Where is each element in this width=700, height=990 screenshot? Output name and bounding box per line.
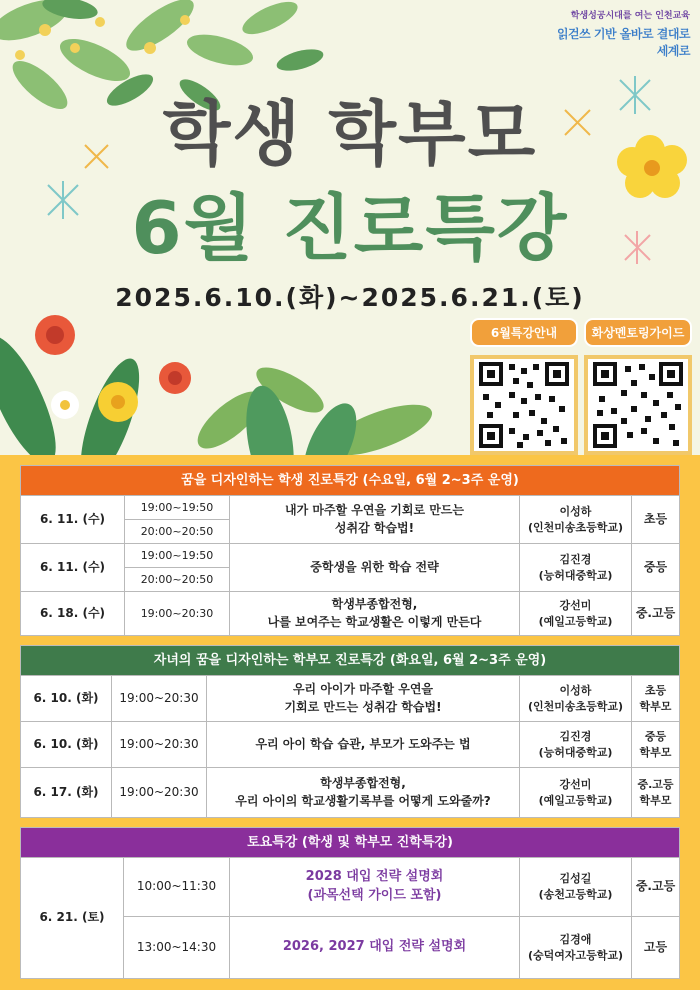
- student-lecture-table: [20, 465, 680, 636]
- lecture-title: 중학생을 위한 학습 전략: [229, 544, 519, 591]
- time-cell: 10:00~11:30: [136, 879, 217, 894]
- date-cell: 6. 17. (화): [33, 784, 99, 799]
- lecture-title: 학생부종합전형, 우리 아이의 학교생활기록부를 어떻게 도와줄까?: [206, 768, 519, 817]
- brand-line1: 학생성공시대를 여는 인천교육: [570, 11, 690, 21]
- parent-lecture-header: 자녀의 꿈을 디자인하는 학부모 진로특강 (화요일, 6월 2~3주 운영): [21, 646, 679, 675]
- target-cell: 초등 학부모: [631, 676, 679, 721]
- time-slot: 20:00~20:50: [125, 519, 229, 543]
- table-row: [21, 675, 679, 721]
- saturday-lecture-header: 토요특강 (학생 및 학부모 진학특강): [21, 828, 679, 857]
- qr-guide-label: 6월특강안내: [470, 318, 578, 347]
- speaker-cell: 강선미 (예일고등학교): [519, 592, 631, 635]
- date-range: 2025.6.10.(화)~2025.6.21.(토): [115, 283, 585, 312]
- time-slot: 19:00~19:50: [140, 500, 214, 514]
- qr-mentoring[interactable]: [584, 318, 692, 455]
- brand-logo: [550, 8, 690, 59]
- target-cell: 초등: [631, 496, 679, 543]
- table-row: [21, 721, 679, 767]
- target-cell: 고등: [631, 917, 679, 978]
- date-cell: 6. 18. (수): [39, 605, 106, 620]
- target-cell: 중등 학부모: [631, 722, 679, 767]
- lecture-title: 우리 아이 학습 습관, 부모가 도와주는 법: [206, 722, 519, 767]
- parent-lecture-table: [20, 645, 680, 818]
- speaker-cell: 김경애 (숭덕여자고등학교): [519, 917, 631, 978]
- table-row: [124, 916, 679, 978]
- speaker-cell: 김진경 (능허대중학교): [519, 722, 631, 767]
- qr-code-icon[interactable]: [470, 355, 578, 455]
- table-row: [21, 591, 679, 635]
- lecture-title: 우리 아이가 마주할 우연을 기회로 만드는 성취감 학습법!: [206, 676, 519, 721]
- time-slot: 19:00~20:30: [140, 606, 214, 620]
- target-cell: 중등: [631, 544, 679, 591]
- time-cell: 19:00~20:30: [111, 768, 206, 817]
- date-cell: 6. 11. (수): [39, 511, 106, 526]
- table-row: [21, 543, 679, 591]
- target-cell: 중.고등: [631, 858, 679, 916]
- table-row: [21, 495, 679, 543]
- lecture-title: 2026, 2027 대입 전략 설명회: [229, 917, 519, 978]
- brand-line2: 읽걷쓰 기반 올바로 결대로 세계로: [556, 27, 690, 58]
- lecture-title: 내가 마주할 우연을 기회로 만드는 성취감 학습법!: [229, 496, 519, 543]
- date-cell: 6. 10. (화): [33, 690, 99, 705]
- speaker-cell: 김성길 (송천고등학교): [519, 858, 631, 916]
- saturday-lecture-table: [20, 827, 680, 979]
- date-cell: 6. 21. (토): [39, 910, 105, 925]
- table-row: [21, 767, 679, 817]
- time-cell: 19:00~20:30: [111, 676, 206, 721]
- qr-code-icon[interactable]: [584, 355, 692, 455]
- speaker-cell: 이성하 (인천미송초등학교): [519, 496, 631, 543]
- qr-mentoring-label: 화상멘토링가이드: [584, 318, 692, 347]
- title-line2: 6월 진로특강: [131, 186, 569, 270]
- target-cell: 중.고등: [631, 592, 679, 635]
- qr-guide[interactable]: [470, 318, 578, 455]
- speaker-cell: 이성하 (인천미송초등학교): [519, 676, 631, 721]
- saturday-rows: [123, 858, 679, 978]
- date-cell: 6. 11. (수): [39, 559, 106, 574]
- time-slot: 20:00~20:50: [125, 567, 229, 591]
- student-lecture-header: 꿈을 디자인하는 학생 진로특강 (수요일, 6월 2~3주 운영): [21, 466, 679, 495]
- target-cell: 중.고등 학부모: [631, 768, 679, 817]
- title-line1: 학생 학부모: [162, 93, 538, 175]
- lecture-title: 2028 대입 전략 설명회 (과목선택 가이드 포함): [229, 858, 519, 916]
- time-cell: [124, 496, 229, 543]
- date-cell: 6. 10. (화): [33, 736, 99, 751]
- time-cell: 19:00~20:30: [111, 722, 206, 767]
- table-row: [124, 858, 679, 916]
- time-cell: [124, 544, 229, 591]
- time-cell: [124, 592, 229, 635]
- speaker-cell: 김진경 (능허대중학교): [519, 544, 631, 591]
- schedule-panel: [0, 455, 700, 990]
- speaker-cell: 강선미 (예일고등학교): [519, 768, 631, 817]
- saturday-body: [21, 857, 679, 978]
- time-cell: 13:00~14:30: [136, 939, 217, 954]
- time-slot: 19:00~19:50: [140, 548, 214, 562]
- poster-header: [0, 0, 700, 455]
- lecture-title: 학생부종합전형, 나를 보여주는 학교생활은 이렇게 만든다: [229, 592, 519, 635]
